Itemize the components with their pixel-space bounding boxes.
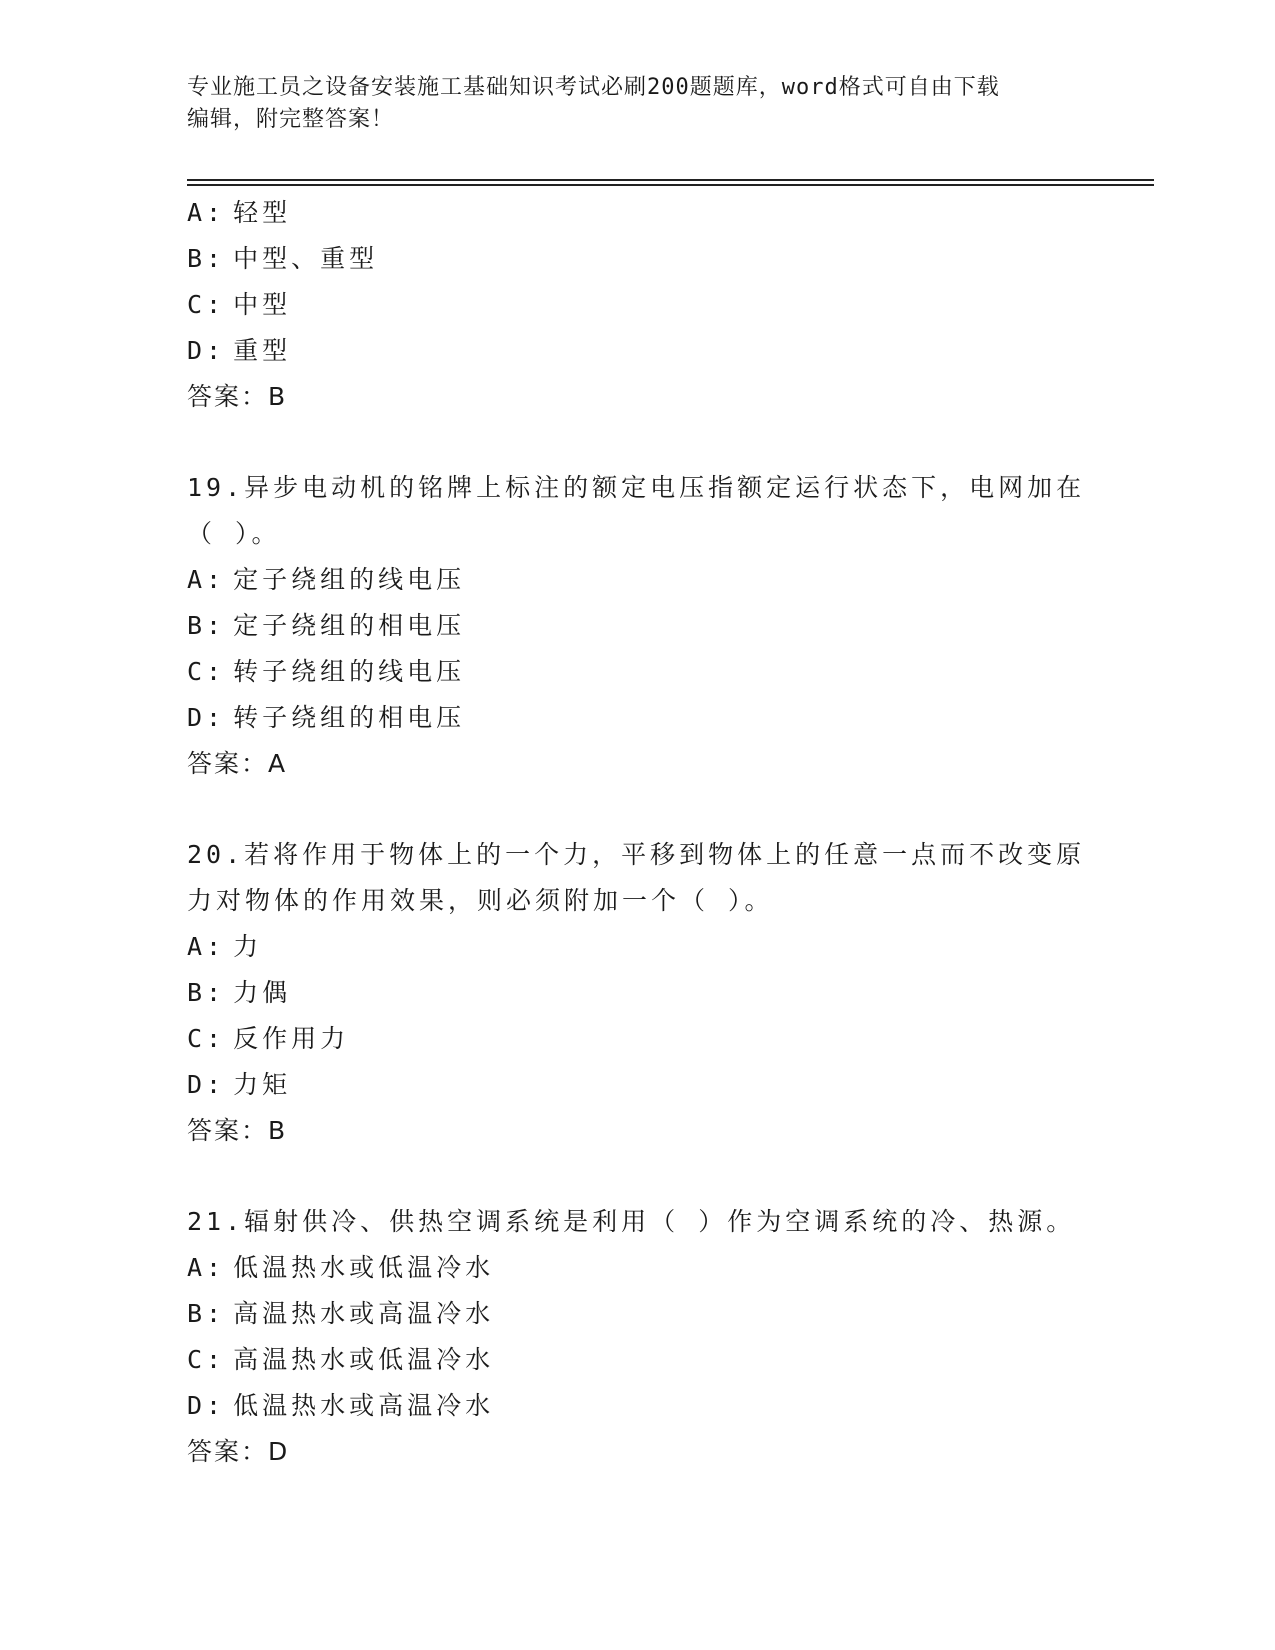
option-letter: A:	[187, 565, 226, 594]
option-c	[187, 282, 1087, 328]
header-divider-bottom	[187, 184, 1154, 186]
option-letter: B:	[187, 978, 226, 1007]
option-letter: A:	[187, 1253, 226, 1282]
option-b	[187, 236, 1087, 282]
question-20	[187, 832, 1087, 1154]
option-letter: D:	[187, 1070, 226, 1099]
option-b	[187, 1291, 1087, 1337]
header-title-line2: 编辑，附完整答案！	[187, 107, 395, 132]
option-letter: D:	[187, 1391, 226, 1420]
option-d	[187, 695, 1087, 741]
option-d	[187, 1383, 1087, 1429]
option-letter: C:	[187, 1345, 226, 1374]
question-stem-line1: 19.异步电动机的铭牌上标注的额定电压指额定运行状态下，电网加在	[187, 473, 1086, 502]
option-letter: C:	[187, 657, 226, 686]
question-stem	[187, 832, 1087, 924]
option-text: 高温热水或低温冷水	[233, 1345, 495, 1374]
option-text: 力矩	[233, 1070, 292, 1099]
option-text: 低温热水或高温冷水	[233, 1391, 495, 1420]
option-text: 转子绕组的相电压	[233, 703, 466, 732]
option-b	[187, 603, 1087, 649]
question-list	[187, 190, 1087, 1475]
option-text: 轻型	[233, 198, 292, 227]
option-letter: B:	[187, 244, 226, 273]
question-stem	[187, 465, 1087, 557]
option-text: 低温热水或低温冷水	[233, 1253, 495, 1282]
option-a	[187, 557, 1087, 603]
option-text: 定子绕组的相电压	[233, 611, 466, 640]
header-title-line1: 专业施工员之设备安装施工基础知识考试必刷200题题库，word格式可自由下载	[187, 75, 1000, 100]
option-letter: D:	[187, 336, 226, 365]
spacer	[187, 787, 1087, 832]
option-text: 定子绕组的线电压	[233, 565, 466, 594]
option-d	[187, 328, 1087, 374]
option-letter: A:	[187, 198, 226, 227]
option-letter: D:	[187, 703, 226, 732]
option-a	[187, 1245, 1087, 1291]
document-header	[187, 72, 1087, 136]
option-b	[187, 970, 1087, 1016]
option-text: 中型	[233, 290, 292, 319]
option-text: 高温热水或高温冷水	[233, 1299, 495, 1328]
question-stem-line2: 力对物体的作用效果，则必须附加一个（ ）。	[187, 886, 774, 915]
answer-line: 答案：B	[187, 382, 288, 411]
option-text: 反作用力	[233, 1024, 350, 1053]
header-divider-top	[187, 179, 1154, 181]
spacer	[187, 1154, 1087, 1199]
question-stem-line2: （ ）。	[187, 519, 281, 548]
option-text: 力偶	[233, 978, 292, 1007]
spacer	[187, 420, 1087, 465]
option-d	[187, 1062, 1087, 1108]
option-c	[187, 1337, 1087, 1383]
question-21	[187, 1199, 1087, 1475]
answer-line: 答案：A	[187, 749, 288, 778]
answer-line: 答案：B	[187, 1116, 288, 1145]
option-letter: B:	[187, 1299, 226, 1328]
option-text: 重型	[233, 336, 292, 365]
option-letter: B:	[187, 611, 226, 640]
option-letter: C:	[187, 290, 226, 319]
option-text: 中型、重型	[233, 244, 379, 273]
question-stem-line1: 20.若将作用于物体上的一个力，平移到物体上的任意一点而不改变原	[187, 840, 1086, 869]
question-19	[187, 465, 1087, 787]
option-a	[187, 924, 1087, 970]
option-c	[187, 1016, 1087, 1062]
option-text: 力	[233, 932, 263, 961]
answer-line: 答案：D	[187, 1437, 290, 1466]
question-stem	[187, 1199, 1087, 1245]
option-letter: A:	[187, 932, 226, 961]
option-text: 转子绕组的线电压	[233, 657, 466, 686]
option-letter: C:	[187, 1024, 226, 1053]
question-18-continued	[187, 190, 1087, 420]
option-a	[187, 190, 1087, 236]
question-stem-line1: 21.辐射供冷、供热空调系统是利用（ ）作为空调系统的冷、热源。	[187, 1207, 1076, 1236]
option-c	[187, 649, 1087, 695]
